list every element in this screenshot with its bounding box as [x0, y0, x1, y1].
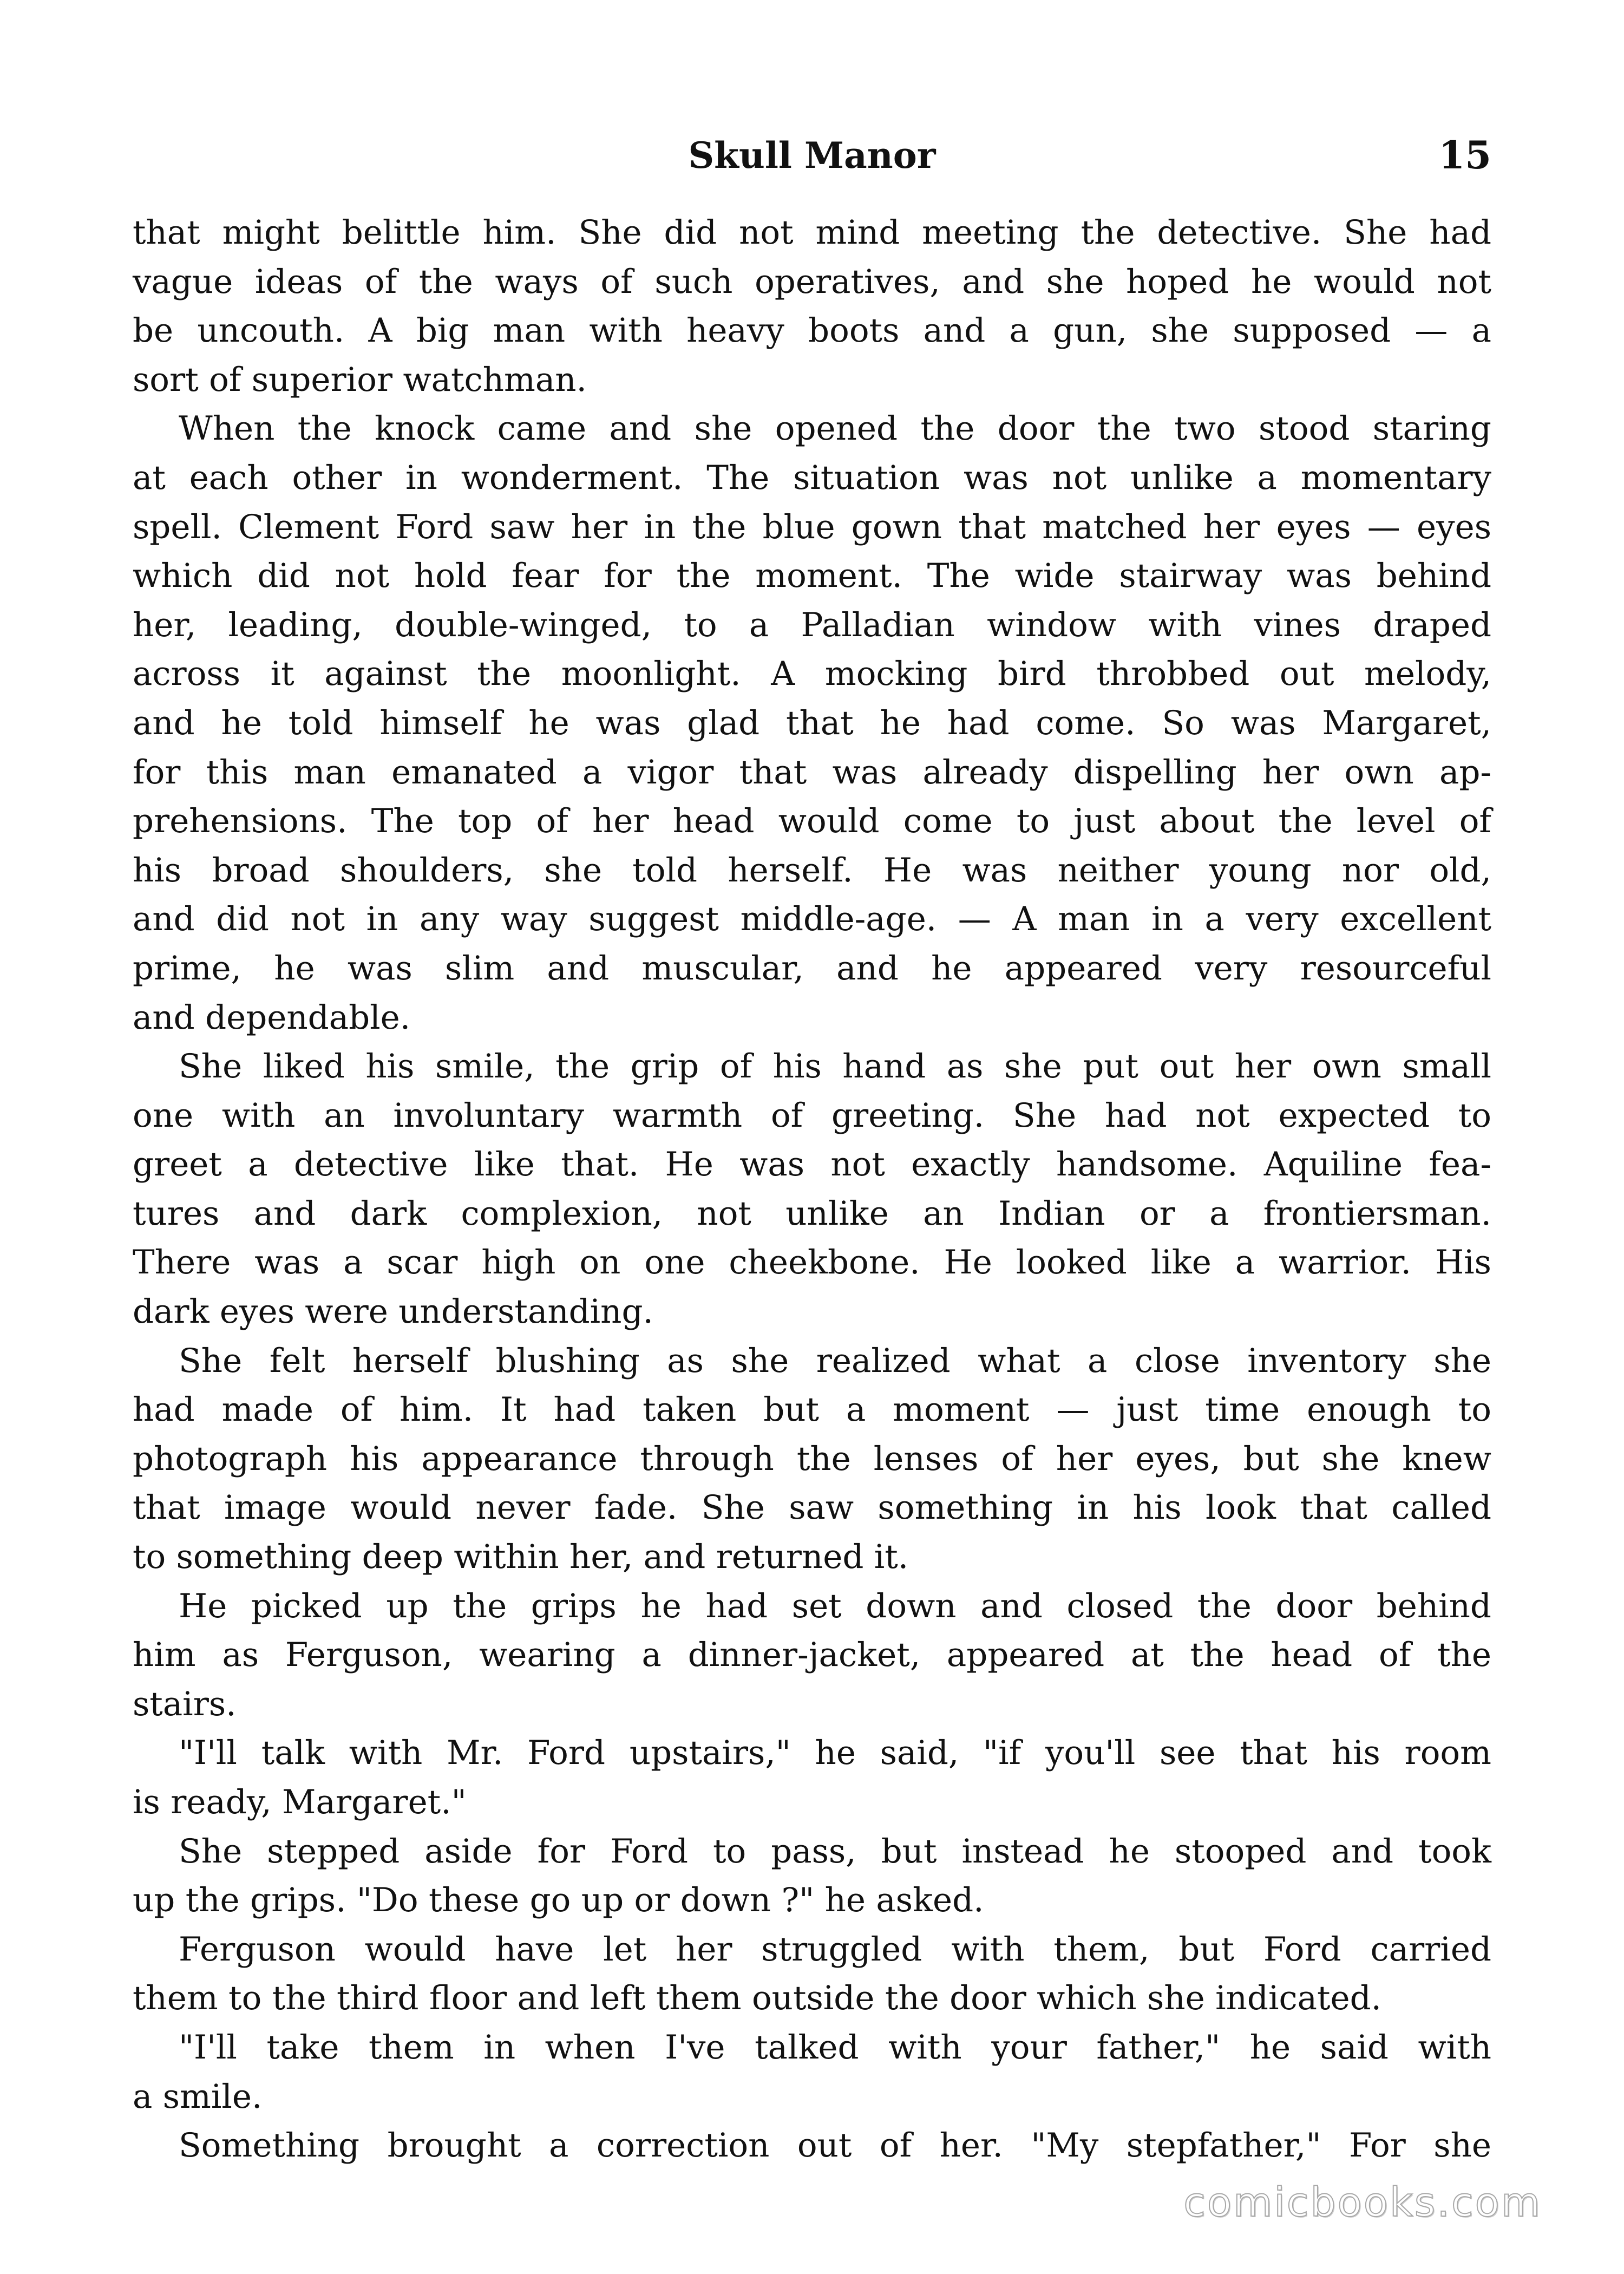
text-line: a smile.: [133, 2077, 263, 2116]
text-line: She stepped aside for Ford to pass, but instead he stooped and took: [179, 1832, 1491, 1871]
text-line: stairs.: [133, 1684, 237, 1723]
body-text: [133, 208, 1491, 2171]
text-line: sort of superior watchman.: [133, 360, 587, 399]
text-line: She felt herself blushing as she realized what a close inventory she: [179, 1341, 1491, 1380]
text-line: at each other in wonderment. The situation was not unlike a momentary: [133, 458, 1491, 497]
text-line: that image would never fade. She saw something in his look that called: [133, 1488, 1491, 1527]
text-line: is ready, Margaret.": [133, 1783, 467, 1821]
text-line: Ferguson would have let her struggled with them, but Ford carried: [179, 1930, 1491, 1969]
text-line: and he told himself he was glad that he had come. So was Margaret,: [133, 703, 1491, 742]
text-line: When the knock came and she opened the door the two stood staring: [179, 409, 1491, 448]
text-line: prime, he was slim and muscular, and he appeared very resourceful: [133, 949, 1491, 988]
text-line: spell. Clement Ford saw her in the blue gown that matched her eyes — eyes: [133, 507, 1491, 546]
text-line: which did not hold fear for the moment. The wide stairway was behind: [133, 557, 1491, 596]
site-watermark: comicbooks.com: [1183, 2179, 1542, 2226]
text-line: across it against the moonlight. A mocking bird throbbed out melody,: [133, 655, 1491, 694]
text-line: and did not in any way suggest middle-age. — A man in a very excellent: [133, 900, 1491, 939]
text-line: She liked his smile, the grip of his hand as she put out her own small: [179, 1047, 1491, 1086]
page-number: 15: [1438, 133, 1491, 178]
text-line: "I'll talk with Mr. Ford upstairs," he said, "if you'll see that his room: [179, 1734, 1491, 1773]
text-line: that might belittle him. She did not mind meeting the detective. She had: [133, 213, 1491, 252]
text-line: dark eyes were understanding.: [133, 1292, 653, 1331]
text-line: them to the third floor and left them outside the door which she indicated.: [133, 1979, 1382, 2018]
text-line: her, leading, double-winged, to a Palladian window with vines draped: [133, 605, 1491, 644]
running-head: [133, 131, 1491, 180]
text-line: him as Ferguson, wearing a dinner-jacket, appeared at the head of the: [133, 1636, 1491, 1675]
text-line: and dependable.: [133, 998, 411, 1037]
text-line: "I'll take them in when I've talked with your father," he said with: [179, 2028, 1491, 2067]
text-line: He picked up the grips he had set down and closed the door behind: [179, 1586, 1491, 1625]
text-line: be uncouth. A big man with heavy boots and a gun, she supposed — a: [133, 311, 1491, 350]
text-line: tures and dark complexion, not unlike an Indian or a frontiersman.: [133, 1194, 1491, 1233]
text-line: vague ideas of the ways of such operatives, and she hoped he would not: [133, 262, 1491, 301]
text-line: There was a scar high on one cheekbone. He looked like a warrior. His: [133, 1243, 1491, 1282]
text-line: prehensions. The top of her head would come to just about the level of: [133, 802, 1491, 841]
text-line: photograph his appearance through the lenses of her eyes, but she knew: [133, 1439, 1491, 1478]
running-title: Skull Manor: [688, 134, 936, 177]
text-line: up the grips. "Do these go up or down ?" he asked.: [133, 1881, 984, 1920]
text-line: his broad shoulders, she told herself. He was neither young nor old,: [133, 851, 1491, 890]
text-line: for this man emanated a vigor that was already dispelling her own ap-: [133, 753, 1491, 792]
text-line: Something brought a correction out of her. "My stepfather," For she: [179, 2126, 1491, 2165]
text-line: one with an involuntary warmth of greeting. She had not expected to: [133, 1096, 1491, 1135]
text-line: greet a detective like that. He was not exactly handsome. Aquiline fea-: [133, 1145, 1491, 1184]
text-line: had made of him. It had taken but a moment — just time enough to: [133, 1390, 1491, 1429]
text-line: to something deep within her, and returned it.: [133, 1538, 909, 1577]
